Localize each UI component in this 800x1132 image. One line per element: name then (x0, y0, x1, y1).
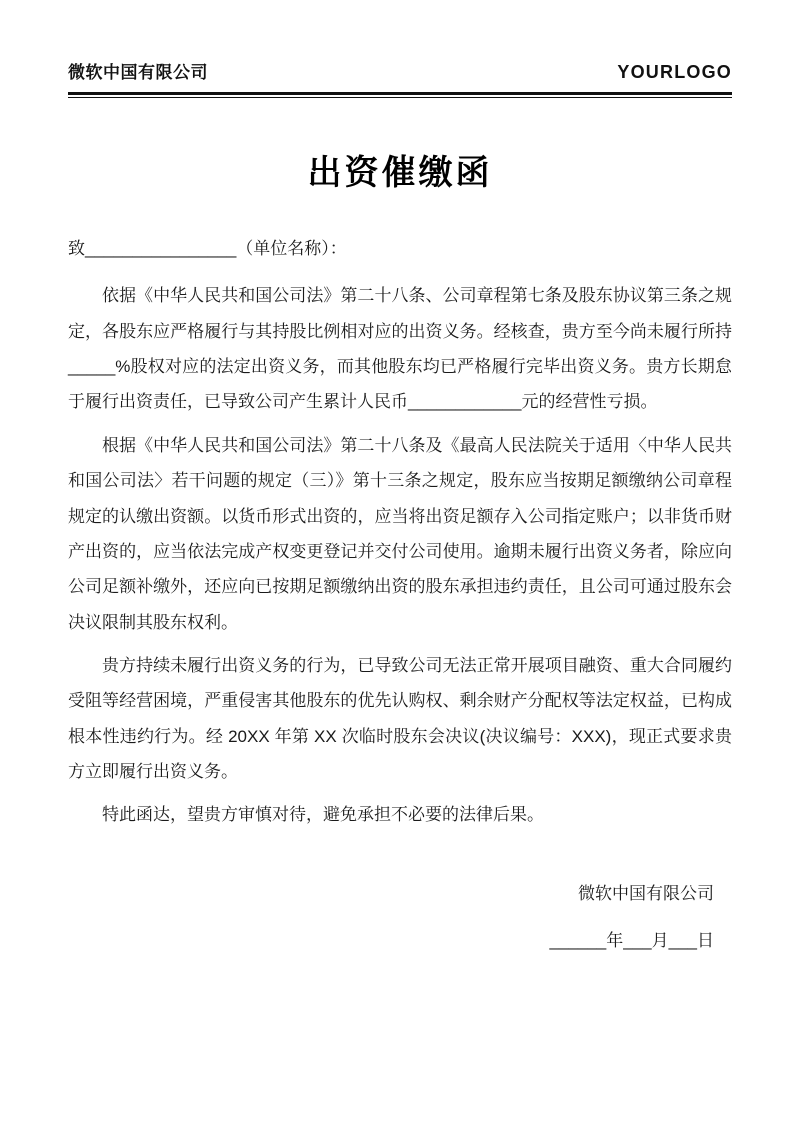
letterhead-logo: YOURLOGO (617, 62, 732, 82)
body-paragraph: 根据《中华人民共和国公司法》第二十八条及《最高人民法院关于适用〈中华人民共和国公司法〉若干问题的规定（三）》第十三条之规定，股东应当按期足额缴纳公司章程规定的认缴出资额。以货币形式出资的，应当将出资足额存入公司指定账户；以非货币财产出资的，应当依法完成产权变更登记并交付公司使用。逾期未履行出资义务者，除应向公司足额补缴外，还应向已按期足额缴纳出资的股东承担违约责任，且公司可通过股东会决议限制其股东权利。 (68, 435, 732, 632)
body-paragraph: 特此函达，望贵方审慎对待，避免承担不必要的法律后果。 (102, 805, 544, 825)
salutation-line: 致________________（单位名称）： (68, 239, 347, 258)
body-paragraph: 贵方持续未履行出资义务的行为，已导致公司无法正常开展项目融资、重大合同履约受阻等经营困境，严重侵害其他股东的优先认购权、剩余财产分配权等法定权益，已构成根本性违约行为。经 20XX 年第 XX 次临时股东会决议(决议编号：XXX)，现正式要求贵方立即履行出资义务。 (68, 655, 732, 782)
page-title: 出资催缴函 (307, 154, 493, 192)
document-body (68, 236, 732, 833)
body-paragraph: 依据《中华人民共和国公司法》第二十八条、公司章程第七条及股东协议第三条之规定，各股东应严格履行与其持股比例相对应的出资义务。经核查，贵方至今尚未履行所持_____%股权对应的法定出资义务，而其他股东均已严格履行完毕出资义务。贵方长期怠于履行出资责任，已导致公司产生累计人民币____________元的经营性亏损。 (68, 286, 732, 412)
signature-date-line: ______年___月___日 (549, 931, 714, 951)
signature-block (68, 881, 732, 954)
letterhead-company-name: 微软中国有限公司 (68, 62, 208, 82)
letterhead-divider (68, 92, 732, 98)
letterhead (68, 0, 732, 83)
signature-company-name: 微软中国有限公司 (578, 883, 714, 903)
